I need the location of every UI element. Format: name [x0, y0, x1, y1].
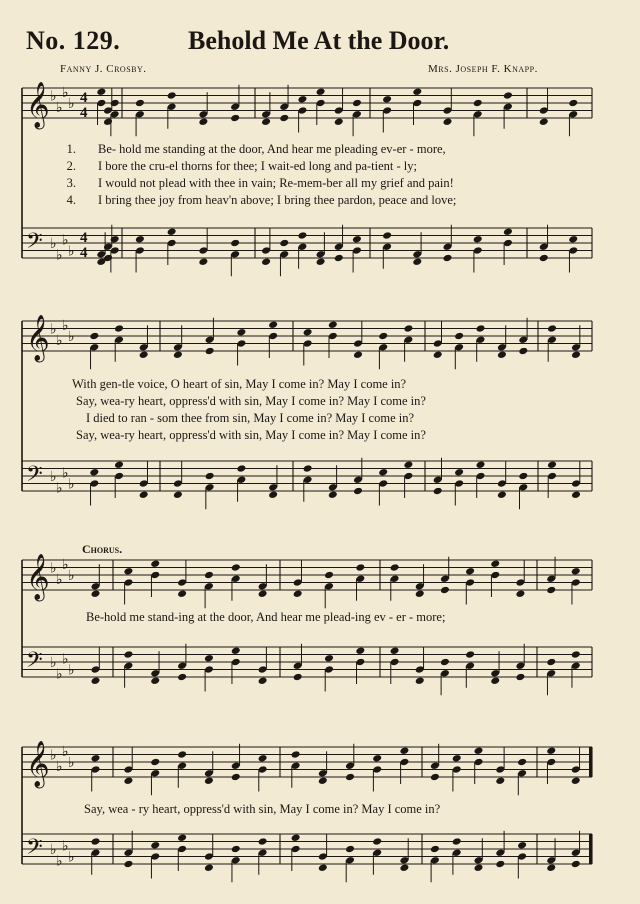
note-head [89, 332, 99, 341]
note-head [268, 490, 278, 499]
note-head [258, 676, 268, 685]
note-head [490, 559, 500, 568]
verse-number: 1. [66, 142, 76, 156]
note-head [378, 332, 388, 341]
note-head [303, 464, 313, 473]
note-head [114, 324, 124, 333]
note-head [231, 646, 241, 655]
note-head [403, 324, 413, 333]
note-head [415, 676, 425, 685]
treble-clef: 𝄞 [26, 741, 50, 787]
flat-sign: ♭ [56, 853, 63, 870]
lyricist-credit: Fanny J. Crosby. [60, 63, 147, 75]
note-head [355, 646, 365, 655]
composer-credit: Mrs. Joseph F. Knapp. [428, 63, 538, 75]
note-head [177, 589, 187, 598]
flat-sign: ♭ [62, 651, 69, 668]
note-head [372, 754, 382, 763]
note-head [328, 320, 338, 329]
note-head [443, 117, 453, 126]
note-head [473, 235, 483, 244]
note-head [135, 235, 145, 244]
note-head [334, 254, 344, 263]
note-head [568, 235, 578, 244]
note-head [465, 567, 475, 576]
note-head [123, 567, 133, 576]
note-head [297, 95, 307, 104]
flat-sign: ♭ [56, 99, 63, 116]
note-head [114, 460, 124, 469]
note-head [231, 845, 241, 854]
flat-sign: ♭ [68, 329, 75, 345]
verse-text: I bring thee joy from heav'n above; I bring thee pardon, peace and love; [98, 193, 457, 207]
note-head [352, 235, 362, 244]
note-head [328, 490, 338, 499]
flat-sign: ♭ [68, 476, 75, 493]
time-signature-bottom: 4 [80, 245, 88, 261]
bass-clef: 𝄢 [26, 835, 43, 865]
note-head [517, 841, 527, 850]
note-head [403, 460, 413, 469]
note-head [353, 487, 363, 496]
note-head [123, 776, 133, 785]
note-head [316, 257, 326, 266]
note-head [293, 673, 303, 682]
flat-sign: ♭ [50, 236, 57, 252]
flat-sign: ♭ [62, 84, 69, 101]
flat-sign: ♭ [50, 88, 57, 105]
note-head [539, 117, 549, 126]
note-head [110, 99, 120, 108]
verse-2-line-2: Say, wea-ry heart, oppress'd with sin, May I come in? May I come in? [76, 394, 426, 408]
flat-sign: ♭ [68, 755, 75, 771]
flat-sign: ♭ [68, 849, 75, 866]
note-head [236, 464, 246, 473]
verse-number: 4. [66, 193, 76, 207]
note-head [258, 754, 268, 763]
note-head [204, 654, 214, 663]
note-head [515, 673, 525, 682]
chorus-line-1: Be-hold me stand-ing at the door, And hear me plead-ing ev - er - more; [86, 610, 446, 624]
note-head [546, 658, 556, 667]
note-head [399, 863, 409, 872]
flat-sign: ♭ [62, 838, 69, 855]
flat-sign: ♭ [50, 321, 57, 338]
note-head [230, 114, 240, 123]
note-head [279, 114, 289, 123]
note-head [177, 833, 187, 842]
note-head [476, 460, 486, 469]
note-head [204, 863, 214, 872]
note-head [497, 350, 507, 359]
note-head [372, 837, 382, 846]
note-head [204, 571, 214, 580]
note-head [433, 350, 443, 359]
final-barline [589, 747, 593, 777]
note-head [318, 863, 328, 872]
note-head [399, 746, 409, 755]
note-head [495, 776, 505, 785]
note-head [440, 586, 450, 595]
note-head [415, 589, 425, 598]
note-head [279, 239, 289, 248]
note-head [89, 468, 99, 477]
time-signature-top: 4 [80, 230, 88, 246]
bass-clef: 𝄢 [26, 648, 43, 678]
chorus-label: Chorus. [82, 542, 123, 556]
note-head [91, 676, 101, 685]
treble-clef: 𝄞 [26, 315, 50, 361]
note-head [546, 746, 556, 755]
final-barline [589, 834, 593, 864]
flat-sign: ♭ [50, 469, 57, 485]
note-head [303, 328, 313, 337]
flat-sign: ♭ [62, 743, 69, 760]
verse-text: I bore the cru-el thorns for thee; I wait-ed long and pa-tient - ly; [98, 159, 417, 173]
note-head [345, 845, 355, 854]
note-head [433, 487, 443, 496]
note-head [443, 254, 453, 263]
note-head [571, 650, 581, 659]
note-head [297, 231, 307, 240]
note-head [103, 117, 113, 126]
note-head [440, 658, 450, 667]
note-head [473, 99, 483, 108]
note-head [352, 99, 362, 108]
note-head [345, 773, 355, 782]
note-head [547, 324, 557, 333]
note-head [497, 490, 507, 499]
note-head [324, 571, 334, 580]
note-head [231, 563, 241, 572]
verse-number: 2. [66, 159, 76, 173]
note-head [91, 589, 101, 598]
note-head [571, 860, 581, 869]
note-head [205, 472, 215, 481]
note-head [316, 87, 326, 96]
note-head [571, 776, 581, 785]
note-head [110, 235, 120, 244]
note-head [258, 837, 268, 846]
note-head [452, 754, 462, 763]
note-head [518, 347, 528, 356]
note-head [430, 845, 440, 854]
note-head [318, 776, 328, 785]
note-head [291, 750, 301, 759]
verse-text: I would not plead with thee in vain; Re-mem-ber all my grief and pain! [98, 176, 454, 190]
note-head [454, 332, 464, 341]
note-head [334, 117, 344, 126]
note-head [355, 563, 365, 572]
chorus-line-2: Say, wea - ry heart, oppress'd with sin, May I come in? May I come in? [84, 802, 441, 816]
note-head [546, 863, 556, 872]
note-head [258, 589, 268, 598]
note-head [291, 833, 301, 842]
note-head [150, 758, 160, 767]
note-head [150, 841, 160, 850]
note-head [382, 95, 392, 104]
verse-1-line-2: With gen-tle voice, O heart of sin, May I come in? May I come in? [72, 377, 407, 391]
flat-sign: ♭ [62, 465, 69, 482]
flat-sign: ♭ [56, 666, 63, 683]
time-signature-top: 4 [80, 90, 88, 106]
note-head [546, 586, 556, 595]
note-head [571, 490, 581, 499]
note-head [198, 257, 208, 266]
note-head [123, 650, 133, 659]
note-head [474, 746, 484, 755]
note-head [353, 350, 363, 359]
note-head [390, 563, 400, 572]
note-head [476, 324, 486, 333]
flat-sign: ♭ [50, 747, 57, 764]
note-head [293, 589, 303, 598]
note-head [454, 468, 464, 477]
flat-sign: ♭ [68, 568, 75, 584]
hymn-title: Behold Me At the Door. [188, 26, 450, 55]
note-head [490, 676, 500, 685]
note-head [517, 758, 527, 767]
flat-sign: ♭ [68, 243, 75, 260]
note-head [230, 239, 240, 248]
flat-sign: ♭ [56, 247, 63, 264]
note-head [571, 567, 581, 576]
note-head [324, 654, 334, 663]
bass-clef: 𝄢 [26, 229, 43, 259]
note-head [91, 754, 101, 763]
note-head [231, 773, 241, 782]
flat-sign: ♭ [50, 842, 57, 858]
note-head [261, 117, 271, 126]
note-head [150, 676, 160, 685]
note-head [236, 328, 246, 337]
note-head [430, 773, 440, 782]
treble-clef: 𝄞 [26, 82, 50, 128]
note-head [96, 87, 106, 96]
note-head [204, 776, 214, 785]
time-signature-bottom: 4 [80, 105, 88, 121]
note-head [150, 559, 160, 568]
note-head [177, 750, 187, 759]
note-head [452, 837, 462, 846]
note-head [167, 91, 177, 100]
flat-sign: ♭ [68, 662, 75, 679]
note-head [503, 91, 513, 100]
note-head [173, 350, 183, 359]
verse-4-line-2: Say, wea-ry heart, oppress'd with sin, May I come in? May I come in? [76, 428, 426, 442]
note-head [412, 87, 422, 96]
flat-sign: ♭ [56, 758, 63, 775]
note-head [382, 231, 392, 240]
note-head [412, 257, 422, 266]
note-head [177, 673, 187, 682]
flat-sign: ♭ [56, 332, 63, 349]
note-head [539, 254, 549, 263]
treble-clef: 𝄞 [26, 554, 50, 600]
note-head [378, 468, 388, 477]
note-head [139, 490, 149, 499]
note-head [167, 227, 177, 236]
verse-number: 3. [66, 176, 76, 190]
note-head [465, 650, 475, 659]
note-head [261, 257, 271, 266]
note-head [123, 860, 133, 869]
note-head [474, 863, 484, 872]
note-head [571, 350, 581, 359]
flat-sign: ♭ [62, 232, 69, 249]
note-head [503, 227, 513, 236]
bass-clef: 𝄢 [26, 462, 43, 492]
verse-text: Be- hold me standing at the door, And hear me pleading ev-er - more, [98, 142, 446, 156]
flat-sign: ♭ [62, 317, 69, 334]
flat-sign: ♭ [68, 96, 75, 112]
verse-3-line-2: I died to ran - som thee from sin, May I come in? May I come in? [86, 411, 415, 425]
note-head [390, 646, 400, 655]
note-head [135, 99, 145, 108]
hymn-number: No. 129. [26, 26, 121, 55]
note-head [173, 490, 183, 499]
note-head [515, 589, 525, 598]
note-head [205, 347, 215, 356]
flat-sign: ♭ [50, 655, 57, 671]
note-head [495, 860, 505, 869]
note-head [91, 837, 101, 846]
note-head [139, 350, 149, 359]
note-head [568, 99, 578, 108]
note-head [518, 472, 528, 481]
flat-sign: ♭ [56, 571, 63, 588]
note-head [547, 460, 557, 469]
flat-sign: ♭ [62, 556, 69, 573]
note-head [198, 117, 208, 126]
flat-sign: ♭ [56, 480, 63, 497]
flat-sign: ♭ [50, 560, 57, 577]
note-head [268, 320, 278, 329]
